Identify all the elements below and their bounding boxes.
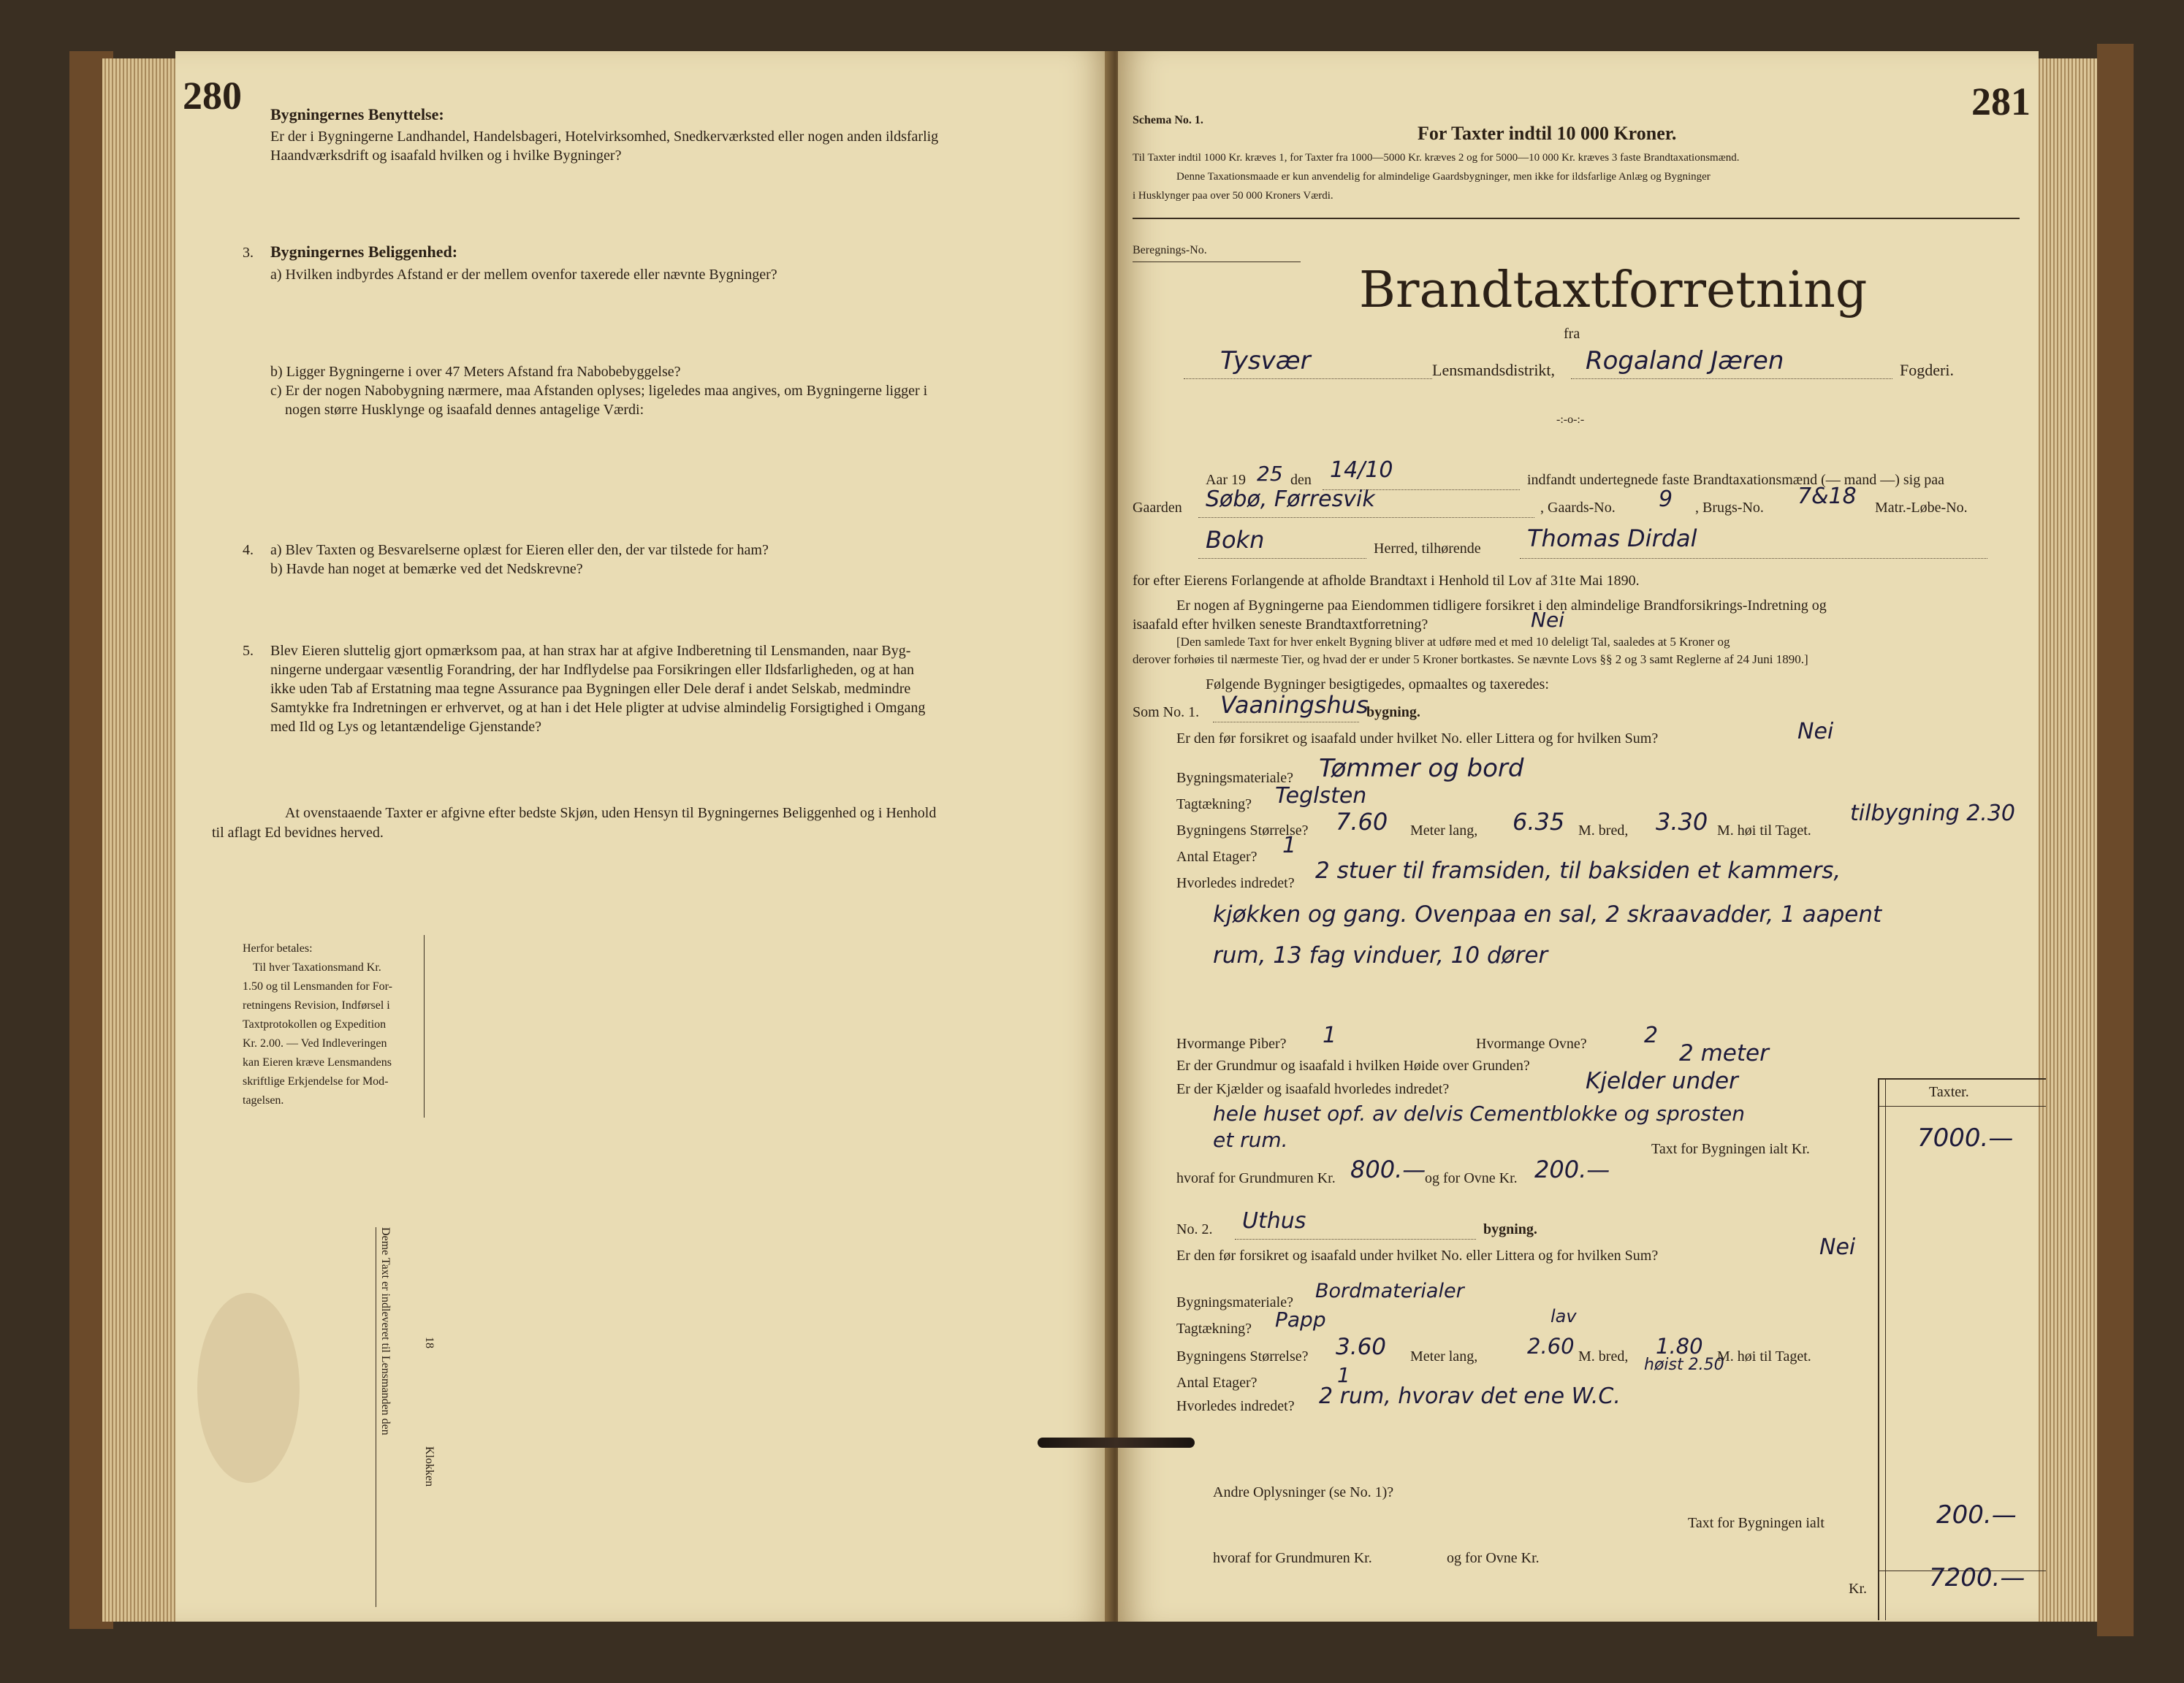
hand-fogderi: Rogaland Jæren — [1586, 346, 1784, 375]
law-line: for efter Eierens Forlangende at afholde Brandtaxt i Henhold til Lov af 31te Mai 1890. — [1133, 573, 1640, 589]
b2-hand-lang: 3.60 — [1336, 1334, 1387, 1360]
section5-line: Samtykke fra Indretningen er erhvervet, og at han i det Hele pligter at udvise almindelig Forsigtighed i Omgang — [270, 700, 926, 716]
section3-b: b) Ligger Bygningerne i over 47 Meters Afstand fra Nabobebyggelse? — [270, 364, 681, 380]
b1-label-tag: Tagtækning? — [1176, 796, 1252, 812]
b1-q-forsikret: Er den før forsikret og isaafald under hvilket No. eller Littera og for hvilken Sum? — [1176, 730, 1659, 747]
fees-box — [227, 935, 422, 1125]
section3-number: 3. — [243, 245, 254, 261]
b1-label-kjaelder: Er der Kjælder og isaafald hvorledes indredet? — [1176, 1081, 1450, 1097]
b1-label-etager: Antal Etager? — [1176, 849, 1257, 865]
section5-line: Blev Eieren sluttelig gjort opmærksom paa, at han strax har at afgive Indberetning til Lensmanden, naar Byg- — [270, 643, 911, 659]
b2-label-bred: M. bred, — [1578, 1348, 1629, 1365]
hand-lensmandsdistrikt: Tysvær — [1220, 346, 1311, 375]
b2-hand-bred: 2.60 — [1527, 1334, 1575, 1359]
b1-label-som: Som No. 1. — [1133, 704, 1200, 720]
fees-line: kan Eieren kræve Lensmandens — [243, 1056, 392, 1069]
b2-label-kr: Kr. — [1849, 1581, 1867, 1597]
b1-hand-ovne: 2 — [1644, 1023, 1659, 1048]
b1-label-ovne-kr: og for Ovne Kr. — [1425, 1170, 1518, 1186]
section2-line: Haandværksdrift og isaafald hvilken og i hvilke Bygninger? — [270, 148, 622, 164]
b1-label-storrelse: Bygningens Størrelse? — [1176, 823, 1309, 839]
b1-hand-tilbygg: tilbygning 2.30 — [1850, 801, 2016, 826]
fill-line — [1571, 378, 1892, 379]
header-line: Til Taxter indtil 1000 Kr. kræves 1, for Taxter fra 1000—5000 Kr. kræves 2 og for 5000—10 000 Kr. kræves 3 faste Brandtaxationsmænd. — [1133, 152, 1740, 164]
b2-hand-materiale: Bordmaterialer — [1315, 1280, 1464, 1302]
b2-label-materiale: Bygningsmateriale? — [1176, 1294, 1293, 1310]
b1-label-bygning: bygning. — [1366, 704, 1420, 720]
b1-label-indredet: Hvorledes indredet? — [1176, 875, 1295, 891]
b2-label-ovne-kr: og for Ovne Kr. — [1447, 1550, 1540, 1566]
b1-hand-taxt: 7000.— — [1917, 1123, 2014, 1153]
label-den: den — [1290, 472, 1312, 488]
label-herred: Herred, tilhørende — [1374, 541, 1481, 557]
declaration-line: At ovenstaaende Taxter er afgivne efter bedste Skjøn, uden Hensyn til Bygningernes Beliggenhed og i Henhold — [285, 805, 937, 821]
b1-hand-bred: 6.35 — [1513, 808, 1565, 836]
b2-hand-total: 7200.— — [1929, 1563, 2025, 1592]
fees-line: 1.50 og til Lensmanden for For- — [243, 980, 392, 993]
b2-label-hvoraf: hvoraf for Grundmuren Kr. — [1213, 1550, 1372, 1566]
hand-gaard: Søbø, Førresvik — [1206, 486, 1375, 512]
b2-hand-bred-note: lav — [1551, 1306, 1577, 1327]
page-number: 280 — [183, 74, 242, 118]
section5-line: med Ild og Lys og letantændelige Gjenstande? — [270, 719, 542, 735]
b1-hand-grund-kr: 800.— — [1350, 1156, 1426, 1183]
b2-hand-hoi: 1.80 — [1656, 1334, 1703, 1359]
b1-hand-indredet: kjøkken og gang. Ovenpaa en sal, 2 skraavadder, 1 aapent — [1213, 901, 1882, 928]
beregnings-label: Beregnings-No. — [1133, 244, 1207, 256]
fees-line: skriftlige Erkjendelse for Mod- — [243, 1075, 389, 1088]
header-title: For Taxter indtil 10 000 Kroner. — [1418, 123, 1677, 144]
hand-prior: Nei — [1531, 608, 1564, 632]
section3-c-line: c) Er der nogen Nabobygning nærmere, maa Afstanden oplyses; ligeledes maa angives, om Bygningerne ligger i — [270, 383, 928, 399]
bracket-line: [Den samlede Taxt for hver enkelt Bygning bliver at udføre med et med 10 deleligt Tal, saaledes at 5 Kroner og — [1176, 635, 1730, 649]
label-gaardsno: , Gaards-No. — [1540, 500, 1616, 516]
b2-label-bygning: bygning. — [1483, 1221, 1537, 1237]
b1-label-grundmur: Er der Grundmur og isaafald i hvilken Høide over Grunden? — [1176, 1058, 1530, 1074]
b1-hand-etager: 1 — [1282, 833, 1297, 858]
b2-hand-name: Uthus — [1242, 1208, 1306, 1234]
b2-label-storrelse: Bygningens Størrelse? — [1176, 1348, 1309, 1365]
bracket-line: derover forhøies til nærmeste Tier, og hvad der er under 5 Kroner bortkastes. Se nævnte Lovs §§ 2 og 3 samt Reglerne af 24 Juni 1890.] — [1133, 652, 1808, 666]
page-number: 281 — [1971, 80, 2031, 123]
b2-label-etager: Antal Etager? — [1176, 1375, 1257, 1391]
label-gaarden: Gaarden — [1133, 500, 1182, 516]
section5-line: ningerne undergaar væsentlig Forandring, der har Indflydelse paa Forsikringen eller Ildsfarligheden, og at han — [270, 662, 915, 678]
page-edges-left — [102, 58, 183, 1622]
b1-label-materiale: Bygningsmateriale? — [1176, 770, 1293, 786]
vertical-note-line: Deme Taxt er indleveret til Lensmanden den — [379, 1227, 392, 1435]
taxter-header-rule — [1878, 1106, 2046, 1107]
b2-hand-hoi-note: høist 2.50 — [1644, 1356, 1724, 1374]
b1-label-taxt-ialt: Taxt for Bygningen ialt Kr. — [1651, 1141, 1810, 1157]
section2-line: Er der i Bygningerne Landhandel, Handelsbageri, Hotelvirksomhed, Snedkerværksted eller nogen anden ildsfarlig — [270, 129, 939, 145]
fees-heading: Herfor betales: — [243, 942, 313, 955]
fees-line: Kr. 2.00. — Ved Indleveringen — [243, 1037, 387, 1050]
vertical-note — [371, 1227, 466, 1622]
fill-line — [1235, 1239, 1476, 1240]
b1-label-piber: Hvormange Piber? — [1176, 1036, 1287, 1052]
b2-label-indredet: Hvorledes indredet? — [1176, 1398, 1295, 1414]
b1-label-hvoraf: hvoraf for Grundmuren Kr. — [1176, 1170, 1336, 1186]
b1-label-ovne: Hvormange Ovne? — [1476, 1036, 1587, 1052]
taxter-header-rule — [1878, 1078, 2046, 1080]
prior-question: Er nogen af Bygningerne paa Eiendommen tidligere forsikret i den almindelige Brandforsikrings-Indretning og — [1176, 598, 1827, 614]
fra-label: fra — [1564, 326, 1580, 342]
label-aar: Aar 19 — [1206, 472, 1246, 488]
paper-stain — [197, 1293, 300, 1483]
b2-label-hoi: M. høi til Taget. — [1717, 1348, 1811, 1365]
hand-year: 25 — [1257, 462, 1283, 486]
section3-heading: Bygningernes Beliggenhed: — [270, 243, 458, 261]
b1-hand-grundmur: 2 meter — [1679, 1040, 1769, 1066]
book-cover-right — [2097, 44, 2134, 1636]
section3-c-line: nogen større Husklynge og isaafald dennes antagelige Værdi: — [285, 402, 644, 418]
b2-hand-indredet: 2 rum, hvorav det ene W.C. — [1319, 1384, 1621, 1409]
left-page — [175, 51, 1111, 1622]
b2-label-andre: Andre Oplysninger (se No. 1)? — [1213, 1484, 1394, 1500]
vertical-note-klokken: Klokken — [423, 1446, 435, 1487]
header-line: i Husklynger paa over 50 000 Kroners Værdi. — [1133, 190, 1333, 202]
b1-label-bred: M. bred, — [1578, 823, 1629, 839]
b1-hand-indredet: 2 stuer til framsiden, til baksiden et kammers, — [1315, 858, 1841, 884]
hand-date: 14/10 — [1330, 457, 1393, 483]
section4-number: 4. — [243, 542, 254, 558]
fees-box-border — [424, 935, 425, 1118]
right-page — [1118, 51, 2039, 1622]
taxter-header: Taxter. — [1929, 1084, 1969, 1100]
b1-hand-materiale: Tømmer og bord — [1319, 754, 1524, 783]
fill-line — [1184, 378, 1432, 379]
label-matr: Matr.-Løbe-No. — [1875, 500, 1968, 516]
taxter-column-border — [1885, 1080, 1886, 1620]
label-fogderi: Fogderi. — [1900, 361, 1954, 379]
b1-hand-kjaelder: Kjelder under — [1586, 1068, 1738, 1094]
b1-hand-forsikret: Nei — [1797, 719, 1834, 744]
section5-number: 5. — [243, 643, 254, 659]
hand-brugsno: 7&18 — [1797, 484, 1857, 509]
b2-q-forsikret: Er den før forsikret og isaafald under hvilket No. eller Littera og for hvilken Sum? — [1176, 1248, 1659, 1264]
b2-hand-tag: Papp — [1275, 1308, 1326, 1332]
label-lensmandsdistrikt: Lensmandsdistrikt, — [1432, 361, 1556, 379]
hand-owner: Thomas Dirdal — [1527, 524, 1697, 552]
b2-label-lang: Meter lang, — [1410, 1348, 1478, 1365]
b1-hand-hoi: 3.30 — [1656, 808, 1708, 836]
b1-hand-piber: 1 — [1323, 1023, 1337, 1048]
section2-heading: Bygningernes Benyttelse: — [270, 105, 444, 123]
b2-label-no: No. 2. — [1176, 1221, 1213, 1237]
header-line: Denne Taxationsmaade er kun anvendelig for almindelige Gaardsbygninger, men ikke for ildsfarlige Anlæg og Bygninger — [1176, 171, 1711, 183]
b1-hand-name: Vaaningshus — [1220, 691, 1369, 719]
vertical-note-day: 18 — [423, 1337, 435, 1348]
b2-label-tag: Tagtækning? — [1176, 1321, 1252, 1337]
b2-label-taxt-ialt: Taxt for Bygningen ialt — [1688, 1515, 1825, 1531]
label-brugsno: , Brugs-No. — [1695, 500, 1764, 516]
header-rule — [1133, 218, 2020, 219]
declaration-line: til aflagt Ed bevidnes herved. — [212, 825, 384, 841]
section4-b: b) Havde han noget at bemærke ved det Nedskrevne? — [270, 561, 583, 577]
b1-hand-indredet: rum, 13 fag vinduer, 10 dører — [1213, 942, 1548, 969]
fill-line — [1198, 517, 1534, 518]
b2-hand-taxt: 200.— — [1936, 1500, 2017, 1530]
fees-line: retningens Revision, Indførsel i — [243, 999, 390, 1012]
fill-line — [1198, 558, 1366, 559]
b1-label-hoi: M. høi til Taget. — [1717, 823, 1811, 839]
main-title: Brandtaxtforretning — [1359, 262, 1868, 319]
b1-hand-kjaelder: et rum. — [1213, 1128, 1288, 1152]
section3-a: a) Hvilken indbyrdes Afstand er der mellem ovenfor taxerede eller nævnte Bygninger? — [270, 267, 777, 283]
aar-rest: indfandt undertegnede faste Brandtaxationsmænd (— mand —) sig paa — [1527, 472, 1944, 488]
b1-hand-kjaelder: hele huset opf. av delvis Cementblokke og sprosten — [1213, 1102, 1745, 1126]
fees-line: Til hver Taxationsmand Kr. — [253, 961, 381, 974]
section5-line: ikke uden Tab af Erstatning maa tegne Assurance paa Bygningen eller Dele deraf i andet Selskab, medmindre — [270, 681, 911, 697]
hand-gaardsno: 9 — [1659, 486, 1673, 512]
b2-hand-forsikret: Nei — [1819, 1234, 1856, 1260]
prior-question: isaafald efter hvilken seneste Brandtaxtforretning? — [1133, 617, 1428, 633]
b1-hand-lang: 7.60 — [1336, 808, 1388, 836]
fees-line: tagelsen. — [243, 1094, 284, 1107]
bookmark-ribbon — [1038, 1438, 1195, 1448]
hand-herred: Bokn — [1206, 526, 1265, 554]
b1-hand-ovne-kr: 200.— — [1534, 1156, 1610, 1183]
folgende-line: Følgende Bygninger besigtigedes, opmaaltes og taxeredes: — [1206, 676, 1549, 692]
fill-line — [1520, 558, 1987, 559]
fees-line: Taxtprotokollen og Expedition — [243, 1018, 387, 1031]
b1-hand-tag: Teglsten — [1275, 783, 1367, 809]
schema-label: Schema No. 1. — [1133, 114, 1203, 126]
b1-label-lang: Meter lang, — [1410, 823, 1478, 839]
b2-hand-etager: 1 — [1337, 1363, 1350, 1387]
ornament: -:-o-:- — [1556, 413, 1585, 426]
taxter-column-border — [1878, 1080, 1879, 1620]
section4-a: a) Blev Taxten og Besvarelserne oplæst for Eieren eller den, der var tilstede for ham? — [270, 542, 769, 558]
